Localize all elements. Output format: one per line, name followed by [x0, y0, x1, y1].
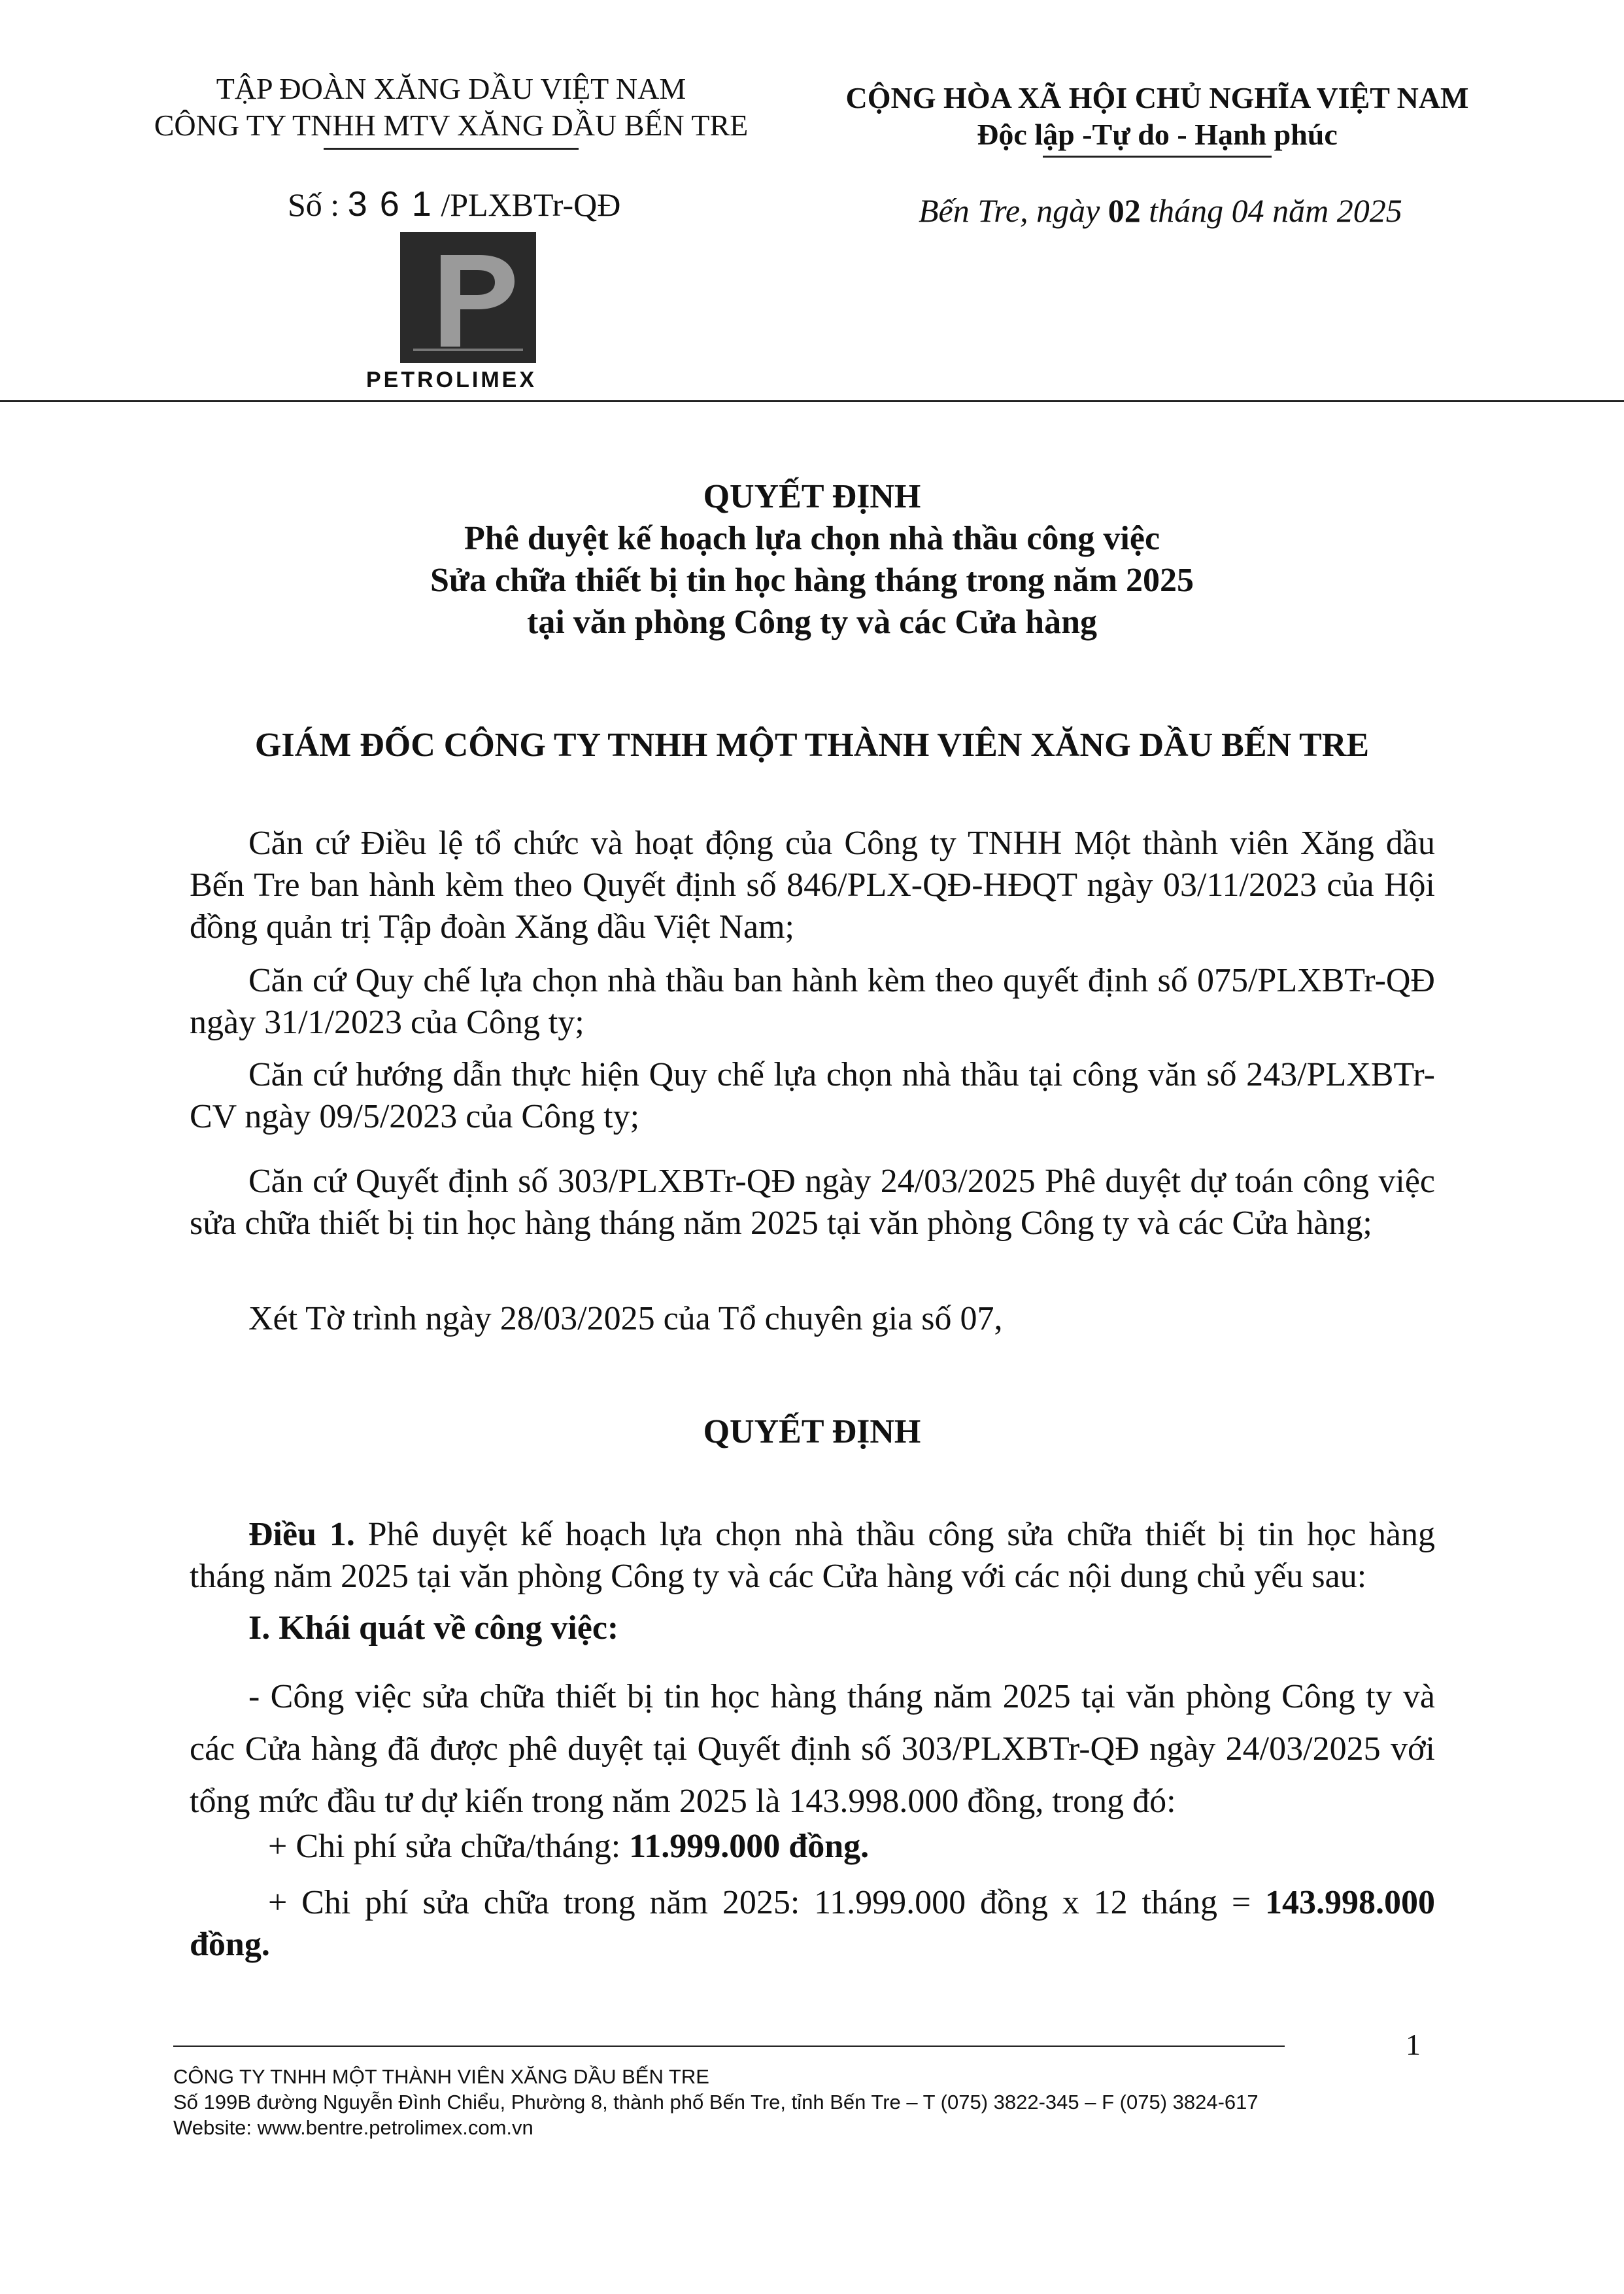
decision-subject-line1: Phê duyệt kế hoạch lựa chọn nhà thầu công việc [464, 520, 1160, 557]
footer-divider [173, 2046, 1285, 2047]
document-number [288, 184, 620, 224]
national-motto: CỘNG HÒA XÃ HỘI CHỦ NGHĨA VIỆT NAM [845, 81, 1469, 114]
legal-ground-3: Căn cứ hướng dẫn thực hiện Quy chế lựa chọn nhà thầu tại công văn số 243/PLXBTr-CV ngày 09/5/2023 của Công ty; [190, 1056, 1435, 1135]
date-day: 02 [1108, 192, 1141, 229]
cost-item-yearly-label: + Chi phí sửa chữa trong năm 2025: 11.999.000 đồng x 12 tháng = [268, 1884, 1251, 1921]
doc-number-suffix: /PLXBTr-QĐ [441, 186, 621, 223]
legal-ground-1: Căn cứ Điều lệ tổ chức và hoạt động của Công ty TNHH Một thành viên Xăng dầu Bến Tre ban hành kèm theo Quyết định số 846/PLX-QĐ-HĐQT ngày 03/11/2023 của Hội đồng quản trị Tập đoàn Xăng dầu Việt Nam; [190, 825, 1435, 946]
legal-ground-4: Căn cứ Quyết định số 303/PLXBTr-QĐ ngày 24/03/2025 Phê duyệt dự toán công việc sửa chữa thiết bị tin học hàng tháng năm 2025 tại văn phòng Công ty và các Cửa hàng; [190, 1163, 1435, 1242]
footer-address: Số 199B đường Nguyễn Đình Chiểu, Phường 8, thành phố Bến Tre, tỉnh Bến Tre – T (075) 3822-345 – F (075) 3824-617 [173, 2091, 1259, 2114]
decision-subject-line3: tại văn phòng Công ty và các Cửa hàng [527, 604, 1097, 641]
footer-website: Website: www.bentre.petrolimex.com.vn [173, 2116, 533, 2139]
cost-item-monthly-value: 11.999.000 đồng. [629, 1828, 870, 1865]
decision-subject-line2: Sửa chữa thiết bị tin học hàng tháng trong năm 2025 [430, 562, 1194, 599]
issue-date [919, 191, 1402, 230]
doc-number-prefix: Số : [288, 186, 340, 223]
logo-caption: PETROLIMEX [366, 368, 537, 392]
decision-title-block [0, 476, 1624, 643]
issuing-authority: GIÁM ĐỐC CÔNG TY TNHH MỘT THÀNH VIÊN XĂNG DẦU BẾN TRE [254, 727, 1370, 764]
article-1-label: Điều 1. [248, 1516, 355, 1553]
cost-item-monthly-label: + Chi phí sửa chữa/tháng: [268, 1828, 621, 1865]
article-1-text: Phê duyệt kế hoạch lựa chọn nhà thầu công sửa chữa thiết bị tin học hàng tháng năm 2025 tại văn phòng Công ty và các Cửa hàng với các nội dung chủ yếu sau: [190, 1516, 1436, 1595]
section-1-paragraph: - Công việc sửa chữa thiết bị tin học hàng tháng năm 2025 tại văn phòng Công ty và các Cửa hàng đã được phê duyệt tại Quyết định số 303/PLXBTr-QĐ ngày 24/03/2025 với tổng mức đầu tư dự kiến trong năm 2025 là 143.998.000 đồng, trong đó: [190, 1678, 1435, 1820]
page-number: 1 [1406, 2028, 1421, 2061]
company-name-underline [324, 148, 579, 150]
header-divider [0, 400, 1624, 402]
legal-ground-2: Căn cứ Quy chế lựa chọn nhà thầu ban hành kèm theo quyết định số 075/PLXBTr-QĐ ngày 31/1/2023 của Công ty; [190, 962, 1435, 1041]
company-name: CÔNG TY TNHH MTV XĂNG DẦU BẾN TRE [154, 109, 749, 142]
footer-company: CÔNG TY TNHH MỘT THÀNH VIÊN XĂNG DẦU BẾN TRE [173, 2065, 709, 2088]
article-1 [190, 1514, 1435, 1598]
header-right-block [804, 80, 1510, 153]
slogan-underline [1043, 156, 1272, 158]
header-left-block [98, 71, 804, 144]
consideration: Xét Tờ trình ngày 28/03/2025 của Tổ chuyên gia số 07, [248, 1300, 1003, 1337]
cost-item-yearly-value: 143.998.000 [1265, 1884, 1435, 1921]
decision-heading: QUYẾT ĐỊNH [703, 1413, 921, 1450]
date-prefix: Bến Tre, ngày [919, 192, 1100, 229]
parent-organization: TẬP ĐOÀN XĂNG DẦU VIỆT NAM [216, 72, 686, 105]
date-suffix: tháng 04 năm 2025 [1149, 192, 1402, 229]
petrolimex-logo-icon [400, 232, 536, 363]
section-1-heading: I. Khái quát về công việc: [248, 1609, 619, 1647]
cost-item-monthly [268, 1826, 869, 1868]
doc-number-handwritten: 3 6 1 [347, 184, 433, 224]
national-slogan: Độc lập -Tự do - Hạnh phúc [977, 118, 1338, 151]
cost-item-yearly-unit: đồng. [190, 1926, 270, 1963]
cost-item-yearly [190, 1882, 1435, 1966]
decision-title: QUYẾT ĐỊNH [703, 478, 921, 515]
